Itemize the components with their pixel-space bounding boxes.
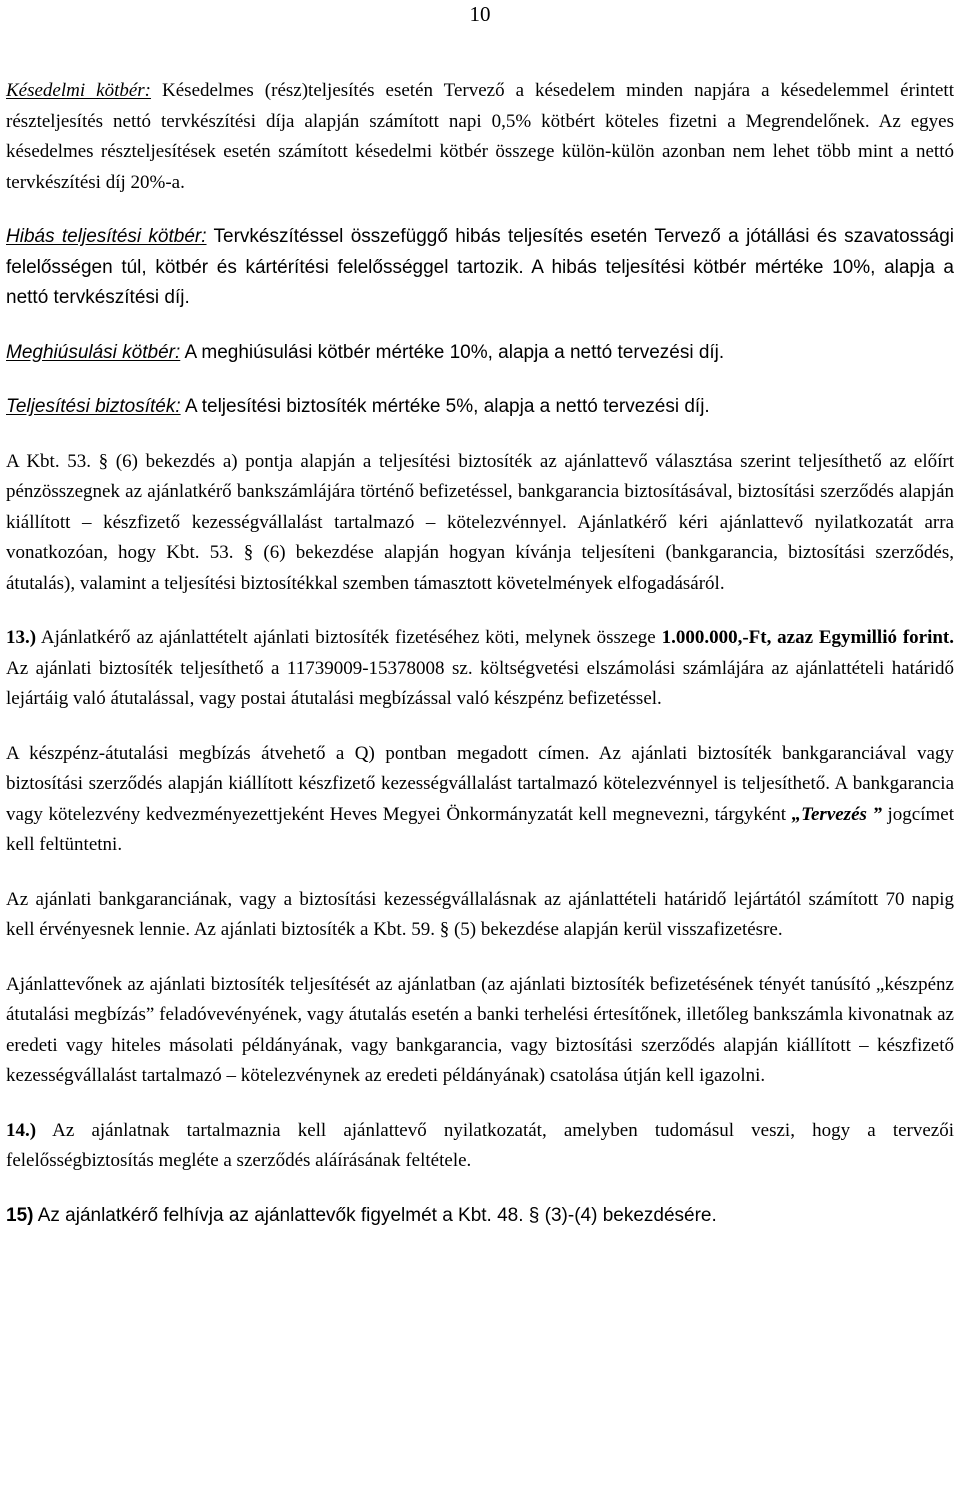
performance-guarantee-label: Teljesítési biztosíték: [6,396,181,417]
paragraph-kbt-53 [6,447,954,600]
late-penalty-text: Késedelmes (rész)teljesítés esetén Tervező a késedelem minden napjára a késedelemmel érintett részteljesítés nettó tervkészítési díja alapján számított napi 0,5% kötbért köteles fizetni a Megrendelőnek. Az egyes késedelmes részteljesítések esetén számított késedelmi kötbér összege külön-külön azonban nem lehet több mint a nettó tervkészítési díj 20%-a. [6,80,954,193]
section-15-text: Az ajánlatkérő felhívja az ajánlattevők figyelmét a Kbt. 48. § (3)-(4) bekezdésére. [33,1204,717,1226]
paragraph-failure-penalty [6,338,954,369]
paragraph-late-penalty [6,76,954,198]
paragraph-13 [6,623,954,715]
proof-text: Ajánlattevőnek az ajánlati biztosíték teljesítését az ajánlatban (az ajánlati biztosíték befizetésének tényét tanúsító „készpénz átutalási megbízás” feladóvevényének, vagy átutalás esetén a banki terhelési értesítőnek, illetőleg bankszámla kivonatnak az eredeti vagy hiteles másolati példányának, vagy bankgarancia, vagy biztosítási szerződés alapján kiállított – készfizető kezességvállalást tartalmazó – kötelezvénynek az eredeti példányának) csatolása útján kell igazolni. [6,973,954,1086]
document-body [6,76,954,1231]
late-penalty-label: Késedelmi kötbér: [6,80,152,101]
performance-guarantee-text: A teljesítési biztosíték mértéke 5%, alapja a nettó tervezési díj. [180,396,710,417]
bid-bond-amount: 1.000.000,-Ft, azaz Egymillió forint. [661,627,954,648]
paragraph-15 [6,1201,954,1232]
subject-tervezes: „Tervezés ” [791,803,882,825]
paragraph-defective-penalty [6,222,954,314]
section-13-text-a: Ajánlatkérő az ajánlattételt ajánlati biztosíték fizetéséhez köti, melynek összege [36,627,662,648]
kbt-53-text: A Kbt. 53. § (6) bekezdés a) pontja alapján a teljesítési biztosíték az ajánlattevő választása szerint teljesíthető az előírt pénzösszegnek az ajánlatkérő bankszámlájára történő befizetéssel, bankgarancia biztosításával, biztosítási szerződés alapján kiállított – készfizető kezességvállalást tartalmazó – kötelezvénnyel. Ajánlatkérő kéri ajánlattevő nyilatkozatát arra vonatkozóan, hogy Kbt. 53. § (6) bekezdése alapján hogyan kívánja teljesíteni (bankgarancia, biztosítási szerződés, átutalás), valamint a teljesítési biztosítékkal szemben támasztott követelmények elfogadásáról. [6,450,954,594]
defective-penalty-label: Hibás teljesítési kötbér: [6,226,207,247]
paragraph-performance-guarantee [6,392,954,423]
transfer-order-text-a: A készpénz-átutalási megbízás átvehető a Q) pontban megadott címen. Az ajánlati biztosíték bankgaranciával vagy biztosítási szerződés alapján kiállított készfizető kezességvállalást tartalmazó kötelezvénnyel is teljesíthető. A bankgarancia vagy kötelezvény kedvezményezettjeként Heves Megyei Önkormányzatát kell megnevezni, tárgyként [6,742,954,825]
transfer-order-text-b: jogcímet kell feltüntetni. [6,803,955,855]
paragraph-proof [6,970,954,1092]
paragraph-validity [6,885,954,946]
page-number: 10 [469,2,491,26]
paragraph-transfer-order [6,739,954,861]
section-13-number: 13.) [6,627,37,648]
defective-penalty-text: Tervkészítéssel összefüggő hibás teljesítés esetén Tervező a jótállási és szavatossági felelősségen túl, kötbér és kártérítési felelősséggel tartozik. A hibás teljesítési kötbér mértéke 10%, alapja a nettó tervkészítési díj. [6,226,955,308]
validity-text: Az ajánlati bankgaranciának, vagy a biztosítási kezességvállalásnak az ajánlattételi határidő lejártától számított 70 napig kell érvényesnek lennie. Az ajánlati biztosíték a Kbt. 59. § (5) bekezdése alapján kerül visszafizetésre. [6,888,954,940]
paragraph-14 [6,1116,954,1177]
failure-penalty-text: A meghiúsulási kötbér mértéke 10%, alapja a nettó tervezési díj. [180,341,725,363]
section-14-text: Az ajánlatnak tartalmaznia kell ajánlattevő nyilatkozatát, amelyben tudomásul veszi, hogy a tervezői felelősségbiztosítás megléte a szerződés aláírásának feltétele. [6,1119,954,1171]
failure-penalty-label: Meghiúsulási kötbér: [6,341,181,363]
section-13-text-b: Az ajánlati biztosíték teljesíthető a 11739009-15378008 sz. költségvetési elszámolási számlájára az ajánlattételi határidő lejártáig való átutalással, vagy postai átutalási megbízással való készpénz befizetéssel. [6,657,954,709]
section-15-number: 15) [6,1204,34,1226]
section-14-number: 14.) [6,1119,37,1141]
